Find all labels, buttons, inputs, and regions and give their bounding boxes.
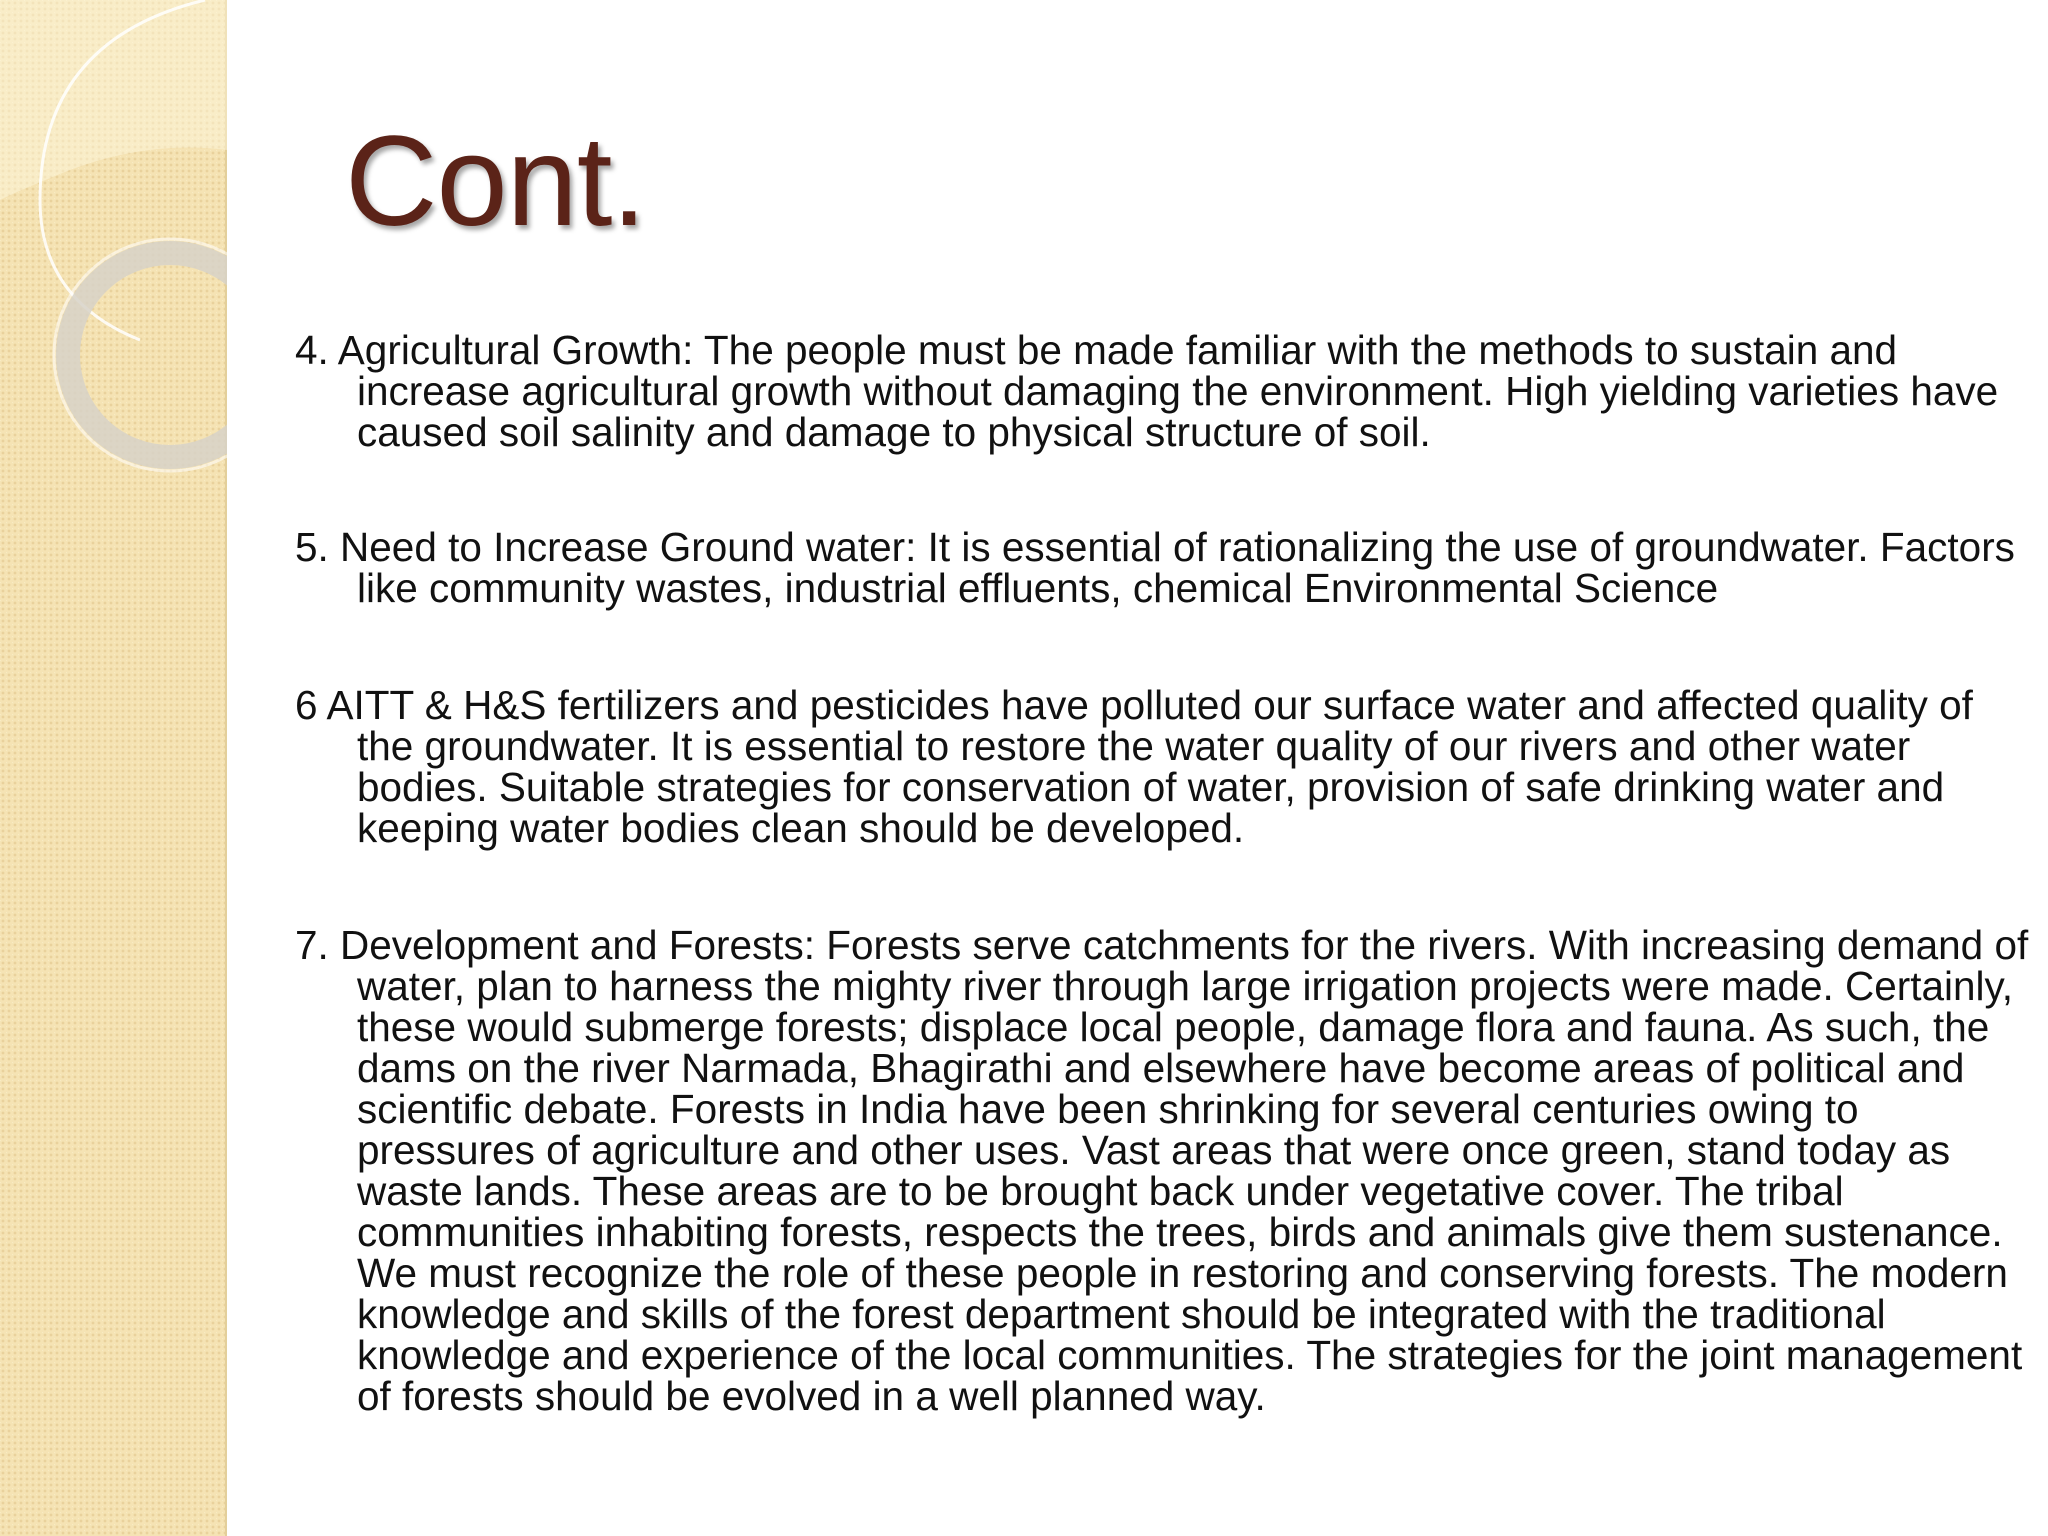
slide-body-list [295, 327, 2030, 1419]
paragraph-water-quality: 6 AITT & H&S fertilizers and pesticides have polluted our surface water and affected quality of the groundwater. It is essential to restore the water quality of our rivers and other water bodies. Suitable strategies for conservation of water, provision of safe drinking water and keeping water bodies clean should be developed. [295, 682, 1973, 851]
decorative-rings [0, 0, 227, 520]
paragraph-agricultural-growth: 4. Agricultural Growth: The people must be made familiar with the methods to sustain and increase agricultural growth without damaging the environment. High yielding varieties have caused soil salinity and damage to physical structure of soil. [295, 327, 1999, 455]
paragraph-development-forests: 7. Development and Forests: Forests serve catchments for the rivers. With increasing demand of water, plan to harness the mighty river through large irrigation projects were made. Certainly, these would submerge forests; displace local people, damage flora and fauna. As such, the dams on the river Narmada, Bhagirathi and elsewhere have become areas of political and scientific debate. Forests in India have been shrinking for several centuries owing to pressures of agriculture and other uses. Vast areas that were once green, stand today as waste lands. These areas are to be brought back under vegetative cover. The tribal communities inhabiting forests, respects the trees, birds and animals give them sustenance. We must recognize the role of these people in restoring and conserving forests. The modern knowledge and skills of the forest department should be integrated with the traditional knowledge and experience of the local communities. The strategies for the joint management of forests should be evolved in a well planned way. [295, 922, 2029, 1419]
paragraph-ground-water: 5. Need to Increase Ground water: It is essential of rationalizing the use of groundwater. Factors like community wastes, industrial effluents, chemical Environmental Science [295, 524, 2015, 611]
decorative-side-panel [0, 0, 227, 1536]
slide-title: Cont. [345, 110, 646, 253]
